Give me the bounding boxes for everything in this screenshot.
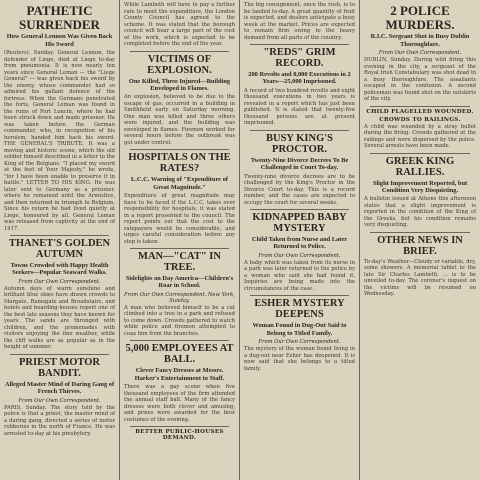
headline: BUSY KING'S PROCTOR.: [265, 132, 333, 155]
headline: HOSPITALS ON THE RATES?: [128, 152, 231, 175]
article: [124, 54, 235, 147]
byline: From Our Own Correspondent.: [378, 50, 462, 56]
headline: THANET'S GOLDEN AUTUMN: [8, 238, 111, 261]
article: [124, 152, 235, 245]
subheading: CHILD FLAGELLED WOUNDED.: [366, 108, 474, 115]
byline: From Our Own Correspondent.: [258, 252, 341, 259]
article: [124, 2, 235, 48]
newspaper-column: [360, 0, 480, 480]
article-body: Expenditure of great magnitude may have to be faced if the L.C.C. takes over responsibility for hospitals, it was stated in a report presented to the council. The report points out that the cost to the ratepayers would be considerable, and urges careful consideration before any step is taken.: [124, 193, 235, 245]
subheading: BETTER PUBLIC-HOUSES DEMAND.: [135, 429, 224, 441]
article-divider: [370, 232, 470, 233]
article: [364, 156, 476, 229]
article-divider: [130, 340, 229, 341]
headline: MAN—"CAT" IN TREE.: [138, 251, 221, 274]
deck: One Killed, Three Injured—Building Enveloped in Flames.: [128, 77, 231, 92]
headline: OTHER NEWS IN BRIEF.: [377, 234, 463, 257]
article-body: A child was wounded by a stray bullet during the firing. Crowds gathered at the railings and were dispersed by the police. Several arrests have been made.: [364, 123, 476, 149]
article: [244, 212, 355, 292]
article: [364, 4, 476, 103]
deck: How General Lennon Was Given Back His Sword: [6, 33, 113, 48]
article-divider: [250, 209, 349, 210]
article-divider: [370, 106, 470, 107]
article: [124, 251, 235, 337]
article-body: PARIS, Sunday. The story told by the police is that a priest, the master mind of a daring gang, directed a series of motor robberies in the north of France. He was arrested to-day at his presbytery.: [4, 404, 115, 437]
headline: 2 POLICE MURDERS.: [385, 3, 455, 32]
article-divider: [130, 149, 229, 150]
headline: GREEK KING RALLIES.: [385, 155, 455, 178]
article-body: While Lambeth will have to pay a further rate to meet the expenditure, the London County Council has agreed to the scheme. It was stated that the borough council will bear a large part of the cost of the work, which is expected to be completed before the end of the year.: [124, 2, 235, 47]
deck: Slight Improvement Reported, but Condition Very Disquieting.: [372, 179, 468, 194]
headline: PATHETIC SURRENDER: [19, 3, 100, 32]
subheading: CROWDS TO RAILINGS.: [379, 116, 461, 123]
article-body: A baby which was taken from its nurse in a park was later returned to the police by a woman who said she had found it. Inquiries are being made into the circumstances of the case.: [244, 259, 355, 292]
article-body: Autumn days of warm sunshine and brilliant blue skies have drawn crowds to Margate, Ramsgate and Broadstairs, and hotels and boarding-houses report one of the best late seasons they have known for years. The sands are thronged with children, and the promenades with visitors enjoying the fine weather, while the cliff walks are as popular as in the height of summer.: [4, 285, 115, 351]
headline: 5,000 EMPLOYEES AT BALL.: [125, 343, 234, 366]
article: [244, 2, 355, 41]
article: [244, 298, 355, 372]
deck: Child Taken from Nurse and Later Returned to Police.: [251, 236, 348, 251]
newspaper-column: [0, 0, 119, 480]
headline: "REDS" GRIM RECORD.: [263, 47, 336, 70]
deck: Alleged Master Mind of Daring Gang of French Thieves.: [4, 380, 115, 396]
article-body: DUBLIN, Sunday. During wild firing this evening in the city, a sergeant of the Royal Irish Constabulary was shot dead in a busy thoroughfare. The assailants escaped in the confusion. A second policeman was found shot on the outskirts of the city.: [364, 57, 476, 102]
article-body: A man who believed himself to be a cat climbed into a tree in a park and refused to come down. Crowds gathered to watch while police and firemen attempted to coax him from the branches.: [124, 304, 235, 337]
article: [4, 238, 115, 351]
article: [124, 429, 235, 441]
article-divider: [250, 44, 349, 45]
article-body: An explosion, believed to be due to the escape of gas, occurred in a building in Smithfield early on Saturday morning. One man was killed and three others were injured, and the building was enveloped in flames. Firemen worked for several hours before the outbreak was got under control.: [124, 94, 235, 146]
article-divider: [10, 354, 109, 355]
article: [4, 357, 115, 437]
deck: Towns Crowded with Happy Health Seekers—Popular Seaward Walks.: [10, 262, 109, 277]
headline: PRIEST MOTOR BANDIT.: [18, 356, 100, 379]
byline: From Our Own Correspondent. New York, Sunday.: [124, 291, 235, 304]
article-divider: [250, 130, 349, 131]
article-divider: [130, 248, 229, 249]
article-body: There was a gay scene when five thousand employees of the firm attended the annual staff ball. Many of the fancy dresses were both clever and amusing, and prizes were awarded for the best costumes of the evening.: [124, 384, 235, 423]
article: [364, 235, 476, 298]
article: [244, 133, 355, 206]
article: [364, 109, 476, 150]
article-body: To-day's Weather—Cloudy or variable, dry, some showers. A memorial tablet to the late Sir Charles Lambeth, ... is to be unveiled to-day. The coroner's inquest on the victims will be resumed on Wednesday.: [364, 258, 476, 298]
deck: Clever Fancy Dresses at Messrs. Harker's Entertainment to Staff.: [134, 367, 225, 382]
article-divider: [250, 295, 349, 296]
article-body: The big consignment, once the rush, is to be landed to-day. A great quantity of fruit is expected, and dealers anticipate a busy week at the market. Prices are expected to remain firm owing to the heavy demand from all parts of the country.: [244, 2, 355, 41]
article: [124, 343, 235, 423]
article-divider: [130, 51, 229, 52]
article-divider: [10, 235, 109, 236]
article-divider: [370, 153, 470, 154]
newspaper-column: [120, 0, 239, 480]
newspaper-column: [240, 0, 359, 480]
deck: Twenty-Nine Divorce Decrees To Be Challenged in Court To-day.: [250, 156, 349, 172]
byline: From Our Own Correspondent.: [18, 397, 101, 404]
headline: ESHER MYSTERY DEEPENS: [254, 298, 345, 321]
headline: VICTIMS OF EXPLOSION.: [147, 53, 212, 76]
deck: 200 Revolts and 8,000 Executions in 2 Years—25,000 Imprisoned.: [248, 71, 351, 86]
article-body: (Reuters). Sunday. General Lennon, the defender of Liege, died at Liege to-day from pneumonia. It is now nearly ten years since General Leman — the "Liege General" — was given back his sword by the enemy, whose commander had so admired his gallant defence of the fortress. When the Germans penetrated the forts, General Leman was found in the ruins of Fort Loncin, where he had been struck down and made prisoner. He was taken before the German commander, who, in recognition of his heroism, handed him back his sword. THE GENERAL'S TRIBUTE. It was a moving and historic scene, which the old soldier himself described in a letter to the King of the Belgians. "I placed my sword at the feet of Your Majesty," he wrote, "for I have been unable to preserve it in battle." LETTER TO HIS KING. He was later sent to Germany as a prisoner, where he remained until the Armistice, and then returned in triumph to Belgium. Since his return he had lived quietly at Liege, honoured by all. General Leman was released from captivity at the end of 1917.: [4, 50, 115, 232]
article: [244, 47, 355, 127]
article: [4, 4, 115, 232]
deck: Sidelights on Day America—Children's Roar in School.: [125, 275, 234, 290]
deck: L.C.C. Warning of "Expenditure of Great Magnitude.": [131, 176, 228, 191]
article-body: The mystery of the woman found living in a dug-out near Esher has deepened. It is now said that she belongs to a titled family.: [244, 346, 355, 372]
article-body: Twenty-nine divorce decrees are to be challenged by the King's Proctor in the Divorce Court to-day. This is a record number, and the cases are expected to occupy the court for several weeks.: [244, 173, 355, 206]
article-body: A record of two hundred revolts and eight thousand executions in two years is revealed in a report which has just been published. It is stated that twenty-five thousand persons are at present imprisoned.: [244, 87, 355, 127]
headline: KIDNAPPED BABY MYSTERY: [252, 212, 347, 235]
byline: From Our Own Correspondent.: [258, 339, 341, 345]
deck: R.I.C. Sergeant Shot in Busy Dublin Thoroughfare.: [370, 33, 470, 48]
deck: Woman Found in Dug-Out Said to Belong to Titled Family.: [252, 322, 347, 337]
byline: From Our Own Correspondent.: [18, 278, 101, 285]
article-body: A bulletin issued at Athens this afternoon states that a slight improvement is reported in the condition of the King of the Greeks, but his condition remains very disquieting.: [364, 196, 476, 229]
article-divider: [130, 426, 229, 427]
